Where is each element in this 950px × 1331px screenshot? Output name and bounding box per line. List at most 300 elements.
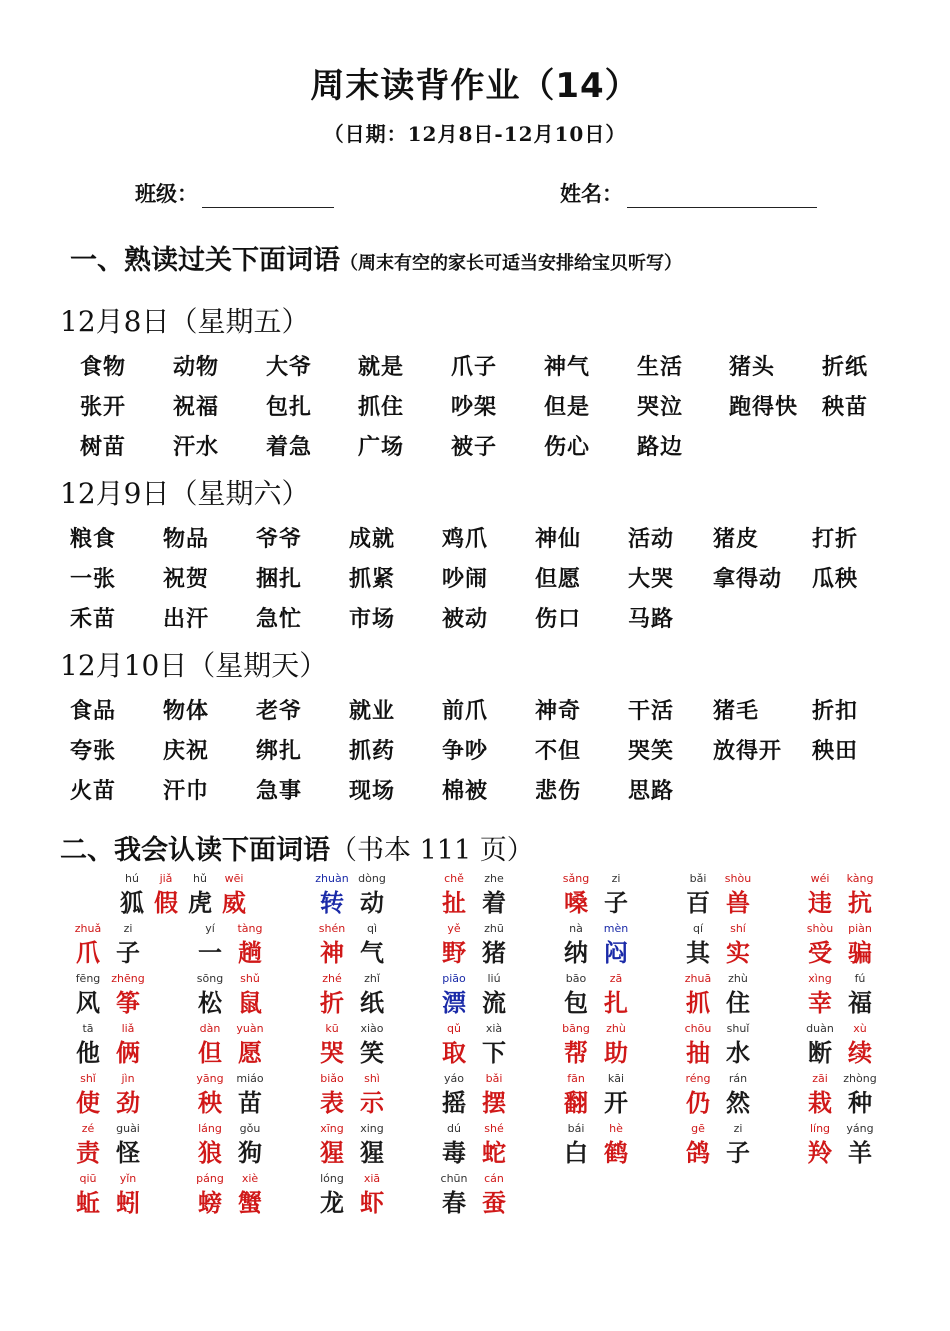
char-with-pinyin — [310, 872, 354, 920]
vocab-word: 猪皮 — [713, 526, 760, 552]
char-with-pinyin — [188, 1172, 232, 1220]
char-with-pinyin — [594, 922, 638, 970]
char-with-pinyin — [472, 1172, 516, 1220]
pinyin-label: zhé — [322, 972, 342, 985]
hanzi-char: 蚓 — [116, 1188, 140, 1217]
hanzi-char: 趟 — [238, 938, 262, 967]
vocab-word: 干活 — [628, 698, 675, 724]
char-with-pinyin — [310, 972, 354, 1020]
vocab-word: 绑扎 — [256, 738, 303, 764]
hanzi-char: 其 — [686, 938, 710, 967]
char-with-pinyin — [676, 972, 720, 1020]
hanzi-char: 违 — [808, 888, 832, 917]
section2-title: 二、我会认读下面词语 — [60, 835, 330, 866]
char-with-pinyin — [676, 1022, 720, 1070]
vocab-word: 猪毛 — [713, 698, 760, 724]
char-with-pinyin — [472, 872, 516, 920]
vocab-word: 秧苗 — [822, 394, 869, 420]
hanzi-char: 然 — [726, 1088, 750, 1117]
char-with-pinyin — [716, 872, 760, 920]
char-with-pinyin — [838, 972, 882, 1020]
pinyin-label: fēng — [75, 972, 101, 985]
vocab-word: 跑得快 — [729, 394, 799, 420]
hanzi-char: 蟹 — [238, 1188, 262, 1217]
pinyin-label: gē — [691, 1122, 705, 1135]
vocab-word: 食物 — [80, 354, 127, 380]
vocab-word: 伤口 — [535, 606, 582, 632]
char-with-pinyin — [212, 872, 256, 920]
char-with-pinyin — [594, 1072, 638, 1120]
hanzi-char: 翻 — [564, 1088, 588, 1117]
char-with-pinyin — [66, 972, 110, 1020]
char-with-pinyin — [798, 922, 842, 970]
char-with-pinyin — [188, 1072, 232, 1120]
vocab-word: 禾苗 — [70, 606, 117, 632]
pinyin-label: yě — [447, 922, 461, 935]
name-label: 姓名： — [560, 181, 623, 206]
pinyin-label: xiào — [360, 1022, 384, 1035]
char-with-pinyin — [106, 972, 150, 1020]
hanzi-char: 帮 — [564, 1038, 588, 1067]
char-with-pinyin — [228, 922, 272, 970]
pinyin-label: dàn — [199, 1022, 221, 1035]
hanzi-char: 一 — [198, 938, 222, 967]
hanzi-char: 秧 — [198, 1088, 222, 1117]
vocab-word: 不但 — [535, 738, 582, 764]
hanzi-char: 他 — [76, 1038, 100, 1067]
vocab-word: 前爪 — [442, 698, 489, 724]
char-with-pinyin — [228, 1072, 272, 1120]
hanzi-char: 示 — [360, 1088, 384, 1117]
pinyin-label: zhǐ — [364, 972, 380, 985]
vocab-word: 老爷 — [256, 698, 303, 724]
pinyin-label: zi — [733, 1122, 743, 1135]
char-with-pinyin — [554, 972, 598, 1020]
pinyin-label: yuàn — [236, 1022, 264, 1035]
char-with-pinyin — [798, 1022, 842, 1070]
char-with-pinyin — [716, 922, 760, 970]
hanzi-char: 助 — [604, 1038, 628, 1067]
char-with-pinyin — [432, 1072, 476, 1120]
hanzi-char: 风 — [76, 988, 100, 1017]
hanzi-char: 螃 — [198, 1188, 222, 1217]
vocab-word: 但愿 — [535, 566, 582, 592]
hanzi-char: 假 — [154, 888, 178, 917]
vocab-word: 食品 — [70, 698, 117, 724]
section2-heading — [60, 828, 534, 867]
char-with-pinyin — [66, 1072, 110, 1120]
pinyin-label: nà — [569, 922, 583, 935]
class-field — [135, 178, 334, 208]
pinyin-label: shǐ — [80, 1072, 96, 1085]
char-with-pinyin — [432, 1022, 476, 1070]
hanzi-char: 虎 — [188, 888, 212, 917]
pinyin-label: shòu — [724, 872, 752, 885]
vocab-word: 折纸 — [822, 354, 869, 380]
pinyin-label: lóng — [320, 1172, 344, 1185]
pinyin-label: kàng — [846, 872, 874, 885]
hanzi-char: 纸 — [360, 988, 384, 1017]
char-with-pinyin — [838, 922, 882, 970]
vocab-word: 祝福 — [173, 394, 220, 420]
pinyin-label: tā — [82, 1022, 94, 1035]
vocab-word: 动物 — [173, 354, 220, 380]
char-with-pinyin — [472, 972, 516, 1020]
pinyin-label: bǎi — [485, 1072, 503, 1085]
char-with-pinyin — [716, 972, 760, 1020]
vocab-word: 庆祝 — [163, 738, 210, 764]
vocab-word: 棉被 — [442, 778, 489, 804]
hanzi-char: 毒 — [442, 1138, 466, 1167]
char-with-pinyin — [554, 1122, 598, 1170]
vocab-word: 汗水 — [173, 434, 220, 460]
hanzi-char: 狗 — [238, 1138, 262, 1167]
vocab-word: 秧田 — [812, 738, 859, 764]
name-field — [560, 178, 817, 208]
hanzi-char: 哭 — [320, 1038, 344, 1067]
pinyin-label: shí — [730, 922, 746, 935]
pinyin-label: zhū — [484, 922, 504, 935]
char-with-pinyin — [432, 872, 476, 920]
hanzi-char: 愿 — [238, 1038, 262, 1067]
vocab-word: 抓紧 — [349, 566, 396, 592]
hanzi-char: 羚 — [808, 1138, 832, 1167]
vocab-word: 广场 — [358, 434, 405, 460]
hanzi-char: 爪 — [76, 938, 100, 967]
char-with-pinyin — [716, 1072, 760, 1120]
pinyin-label: xing — [360, 1122, 384, 1135]
pinyin-label: bāo — [565, 972, 587, 985]
vocab-word: 拿得动 — [713, 566, 783, 592]
pinyin-label: zā — [609, 972, 623, 985]
pinyin-label: chōu — [684, 1022, 712, 1035]
hanzi-char: 受 — [808, 938, 832, 967]
hanzi-char: 断 — [808, 1038, 832, 1067]
char-with-pinyin — [472, 1072, 516, 1120]
pinyin-label: shǔ — [240, 972, 260, 985]
pinyin-label: yáo — [444, 1072, 464, 1085]
char-with-pinyin — [554, 1072, 598, 1120]
pinyin-label: yí — [205, 922, 215, 935]
class-label: 班级： — [135, 181, 198, 206]
vocab-word: 打折 — [812, 526, 859, 552]
char-with-pinyin — [188, 922, 232, 970]
pinyin-label: qiū — [79, 1172, 97, 1185]
char-with-pinyin — [432, 1122, 476, 1170]
vocab-word: 折扣 — [812, 698, 859, 724]
vocab-word: 树苗 — [80, 434, 127, 460]
section1-note: （周末有空的家长可适当安排给宝贝听写） — [340, 253, 682, 274]
vocab-word: 市场 — [349, 606, 396, 632]
pinyin-label: cán — [484, 1172, 504, 1185]
section1-title: 一、熟读过关下面词语 — [70, 245, 340, 276]
pinyin-label: zhuàn — [315, 872, 349, 885]
hanzi-char: 鸽 — [686, 1138, 710, 1167]
hanzi-char: 子 — [116, 938, 140, 967]
vocab-word: 包扎 — [266, 394, 313, 420]
pinyin-label: miáo — [236, 1072, 264, 1085]
pinyin-label: qí — [692, 922, 704, 935]
char-with-pinyin — [350, 872, 394, 920]
char-with-pinyin — [310, 1072, 354, 1120]
char-with-pinyin — [838, 1022, 882, 1070]
hanzi-char: 抗 — [848, 888, 872, 917]
pinyin-label: zé — [81, 1122, 95, 1135]
vocab-word: 爷爷 — [256, 526, 303, 552]
section1-heading — [70, 238, 682, 277]
char-with-pinyin — [106, 1022, 150, 1070]
pinyin-label: jiǎ — [159, 872, 173, 885]
pinyin-label: bǎi — [689, 872, 707, 885]
hanzi-char: 摇 — [442, 1088, 466, 1117]
pinyin-label: gǒu — [239, 1122, 261, 1135]
hanzi-char: 折 — [320, 988, 344, 1017]
pinyin-label: shé — [484, 1122, 504, 1135]
char-with-pinyin — [676, 1072, 720, 1120]
hanzi-char: 开 — [604, 1088, 628, 1117]
vocab-word: 汗巾 — [163, 778, 210, 804]
name-blank-line[interactable] — [627, 183, 817, 208]
vocab-word: 就业 — [349, 698, 396, 724]
vocab-word: 物体 — [163, 698, 210, 724]
char-with-pinyin — [838, 1122, 882, 1170]
hanzi-char: 俩 — [116, 1038, 140, 1067]
hanzi-char: 嗓 — [564, 888, 588, 917]
hanzi-char: 扯 — [442, 888, 466, 917]
char-with-pinyin — [350, 1022, 394, 1070]
hanzi-char: 猪 — [482, 938, 506, 967]
char-with-pinyin — [432, 1172, 476, 1220]
hanzi-char: 抓 — [686, 988, 710, 1017]
pinyin-label: sǎng — [562, 872, 590, 885]
char-with-pinyin — [188, 1022, 232, 1070]
vocab-word: 生活 — [637, 354, 684, 380]
hanzi-char: 实 — [726, 938, 750, 967]
char-with-pinyin — [310, 922, 354, 970]
hanzi-char: 子 — [726, 1138, 750, 1167]
char-with-pinyin — [594, 1122, 638, 1170]
pinyin-label: páng — [196, 1172, 224, 1185]
pinyin-label: líng — [809, 1122, 831, 1135]
pinyin-label: liú — [487, 972, 501, 985]
vocab-word: 路边 — [637, 434, 684, 460]
char-with-pinyin — [838, 872, 882, 920]
section2-note: （书本 111 页） — [330, 835, 534, 866]
char-with-pinyin — [472, 1022, 516, 1070]
date-line: （日期：12月8日-12月10日） — [323, 122, 627, 146]
char-with-pinyin — [310, 1172, 354, 1220]
pinyin-label: mèn — [603, 922, 629, 935]
pinyin-label: bái — [567, 1122, 585, 1135]
hanzi-char: 猩 — [360, 1138, 384, 1167]
char-with-pinyin — [676, 872, 720, 920]
hanzi-char: 转 — [320, 888, 344, 917]
vocab-word: 伤心 — [544, 434, 591, 460]
hanzi-char: 虾 — [360, 1188, 384, 1217]
char-with-pinyin — [798, 1072, 842, 1120]
hanzi-char: 扎 — [604, 988, 628, 1017]
pinyin-label: qì — [366, 922, 378, 935]
pinyin-label: piàn — [848, 922, 872, 935]
char-with-pinyin — [228, 1172, 272, 1220]
day-label: 12月8日（星期五） — [60, 305, 310, 338]
vocab-word: 悲伤 — [535, 778, 582, 804]
pinyin-label: kū — [325, 1022, 339, 1035]
pinyin-label: biǎo — [320, 1072, 344, 1085]
hanzi-char: 龙 — [320, 1188, 344, 1217]
hanzi-char: 蚯 — [76, 1188, 100, 1217]
hanzi-char: 松 — [198, 988, 222, 1017]
hanzi-char: 责 — [76, 1138, 100, 1167]
hanzi-char: 仍 — [686, 1088, 710, 1117]
char-with-pinyin — [350, 972, 394, 1020]
pinyin-label: qǔ — [447, 1022, 461, 1035]
char-with-pinyin — [106, 1172, 150, 1220]
vocab-word: 哭笑 — [628, 738, 675, 764]
char-with-pinyin — [594, 872, 638, 920]
hanzi-char: 幸 — [808, 988, 832, 1017]
char-with-pinyin — [594, 1022, 638, 1070]
pinyin-label: yǐn — [119, 1172, 137, 1185]
pinyin-label: guài — [116, 1122, 140, 1135]
pinyin-label: shì — [364, 1072, 380, 1085]
vocab-word: 急忙 — [256, 606, 303, 632]
hanzi-char: 狼 — [198, 1138, 222, 1167]
pinyin-label: réng — [685, 1072, 711, 1085]
hanzi-char: 笑 — [360, 1038, 384, 1067]
vocab-word: 祝贺 — [163, 566, 210, 592]
pinyin-label: piāo — [442, 972, 466, 985]
pinyin-label: xīng — [320, 1122, 344, 1135]
vocab-word: 哭泣 — [637, 394, 684, 420]
day-label: 12月9日（星期六） — [60, 477, 310, 510]
hanzi-char: 威 — [222, 888, 246, 917]
char-with-pinyin — [66, 1122, 110, 1170]
hanzi-char: 抽 — [686, 1038, 710, 1067]
hanzi-char: 神 — [320, 938, 344, 967]
pinyin-label: duàn — [806, 1022, 834, 1035]
vocab-word: 被动 — [442, 606, 489, 632]
vocab-word: 神奇 — [535, 698, 582, 724]
hanzi-char: 表 — [320, 1088, 344, 1117]
vocab-word: 吵闹 — [442, 566, 489, 592]
char-with-pinyin — [554, 872, 598, 920]
pinyin-label: dòng — [358, 872, 386, 885]
char-with-pinyin — [798, 972, 842, 1020]
hanzi-char: 春 — [442, 1188, 466, 1217]
hanzi-char: 包 — [564, 988, 588, 1017]
hanzi-char: 闷 — [604, 938, 628, 967]
vocab-word: 活动 — [628, 526, 675, 552]
vocab-word: 出汗 — [163, 606, 210, 632]
vocab-word: 张开 — [80, 394, 127, 420]
hanzi-char: 鼠 — [238, 988, 262, 1017]
pinyin-label: fān — [567, 1072, 585, 1085]
vocab-word: 现场 — [349, 778, 396, 804]
char-with-pinyin — [188, 1122, 232, 1170]
hanzi-char: 鹤 — [604, 1138, 628, 1167]
hanzi-char: 百 — [686, 888, 710, 917]
char-with-pinyin — [432, 972, 476, 1020]
hanzi-char: 续 — [848, 1038, 872, 1067]
vocab-word: 粮食 — [70, 526, 117, 552]
vocab-word: 夸张 — [70, 738, 117, 764]
pinyin-label: liǎ — [121, 1022, 135, 1035]
hanzi-char: 但 — [198, 1038, 222, 1067]
hanzi-char: 狐 — [120, 888, 144, 917]
vocab-word: 捆扎 — [256, 566, 303, 592]
char-with-pinyin — [472, 1122, 516, 1170]
vocab-word: 争吵 — [442, 738, 489, 764]
pinyin-label: hú — [125, 872, 139, 885]
pinyin-label: wéi — [810, 872, 830, 885]
vocab-word: 但是 — [544, 394, 591, 420]
pinyin-label: zhù — [606, 1022, 626, 1035]
vocab-word: 吵架 — [451, 394, 498, 420]
char-with-pinyin — [228, 1022, 272, 1070]
pinyin-label: xù — [853, 1022, 867, 1035]
pinyin-label: fú — [854, 972, 866, 985]
char-with-pinyin — [310, 1022, 354, 1070]
vocab-word: 神仙 — [535, 526, 582, 552]
vocab-word: 抓药 — [349, 738, 396, 764]
class-blank-line[interactable] — [202, 183, 334, 208]
char-with-pinyin — [66, 1022, 110, 1070]
hanzi-char: 骗 — [848, 938, 872, 967]
hanzi-char: 摆 — [482, 1088, 506, 1117]
char-with-pinyin — [228, 1122, 272, 1170]
hanzi-char: 着 — [482, 888, 506, 917]
hanzi-char: 下 — [482, 1038, 506, 1067]
hanzi-char: 栽 — [808, 1088, 832, 1117]
char-with-pinyin — [554, 1022, 598, 1070]
char-with-pinyin — [594, 972, 638, 1020]
char-with-pinyin — [66, 1172, 110, 1220]
char-with-pinyin — [350, 1172, 394, 1220]
hanzi-char: 兽 — [726, 888, 750, 917]
char-with-pinyin — [106, 1122, 150, 1170]
vocab-word: 猪头 — [729, 354, 776, 380]
vocab-word: 就是 — [358, 354, 405, 380]
char-with-pinyin — [798, 1122, 842, 1170]
hanzi-char: 种 — [848, 1088, 872, 1117]
char-with-pinyin — [676, 1122, 720, 1170]
pinyin-label: zāi — [812, 1072, 828, 1085]
char-with-pinyin — [716, 1122, 760, 1170]
vocab-word: 放得开 — [713, 738, 783, 764]
pinyin-label: bāng — [562, 1022, 590, 1035]
hanzi-char: 漂 — [442, 988, 466, 1017]
vocab-word: 物品 — [163, 526, 210, 552]
hanzi-char: 野 — [442, 938, 466, 967]
vocab-word: 成就 — [349, 526, 396, 552]
pinyin-label: shòu — [806, 922, 834, 935]
pinyin-label: kāi — [607, 1072, 625, 1085]
char-with-pinyin — [676, 922, 720, 970]
char-with-pinyin — [66, 922, 110, 970]
hanzi-char: 水 — [726, 1038, 750, 1067]
hanzi-char: 流 — [482, 988, 506, 1017]
pinyin-label: xià — [485, 1022, 503, 1035]
pinyin-label: yáng — [846, 1122, 874, 1135]
vocab-word: 着急 — [266, 434, 313, 460]
vocab-word: 一张 — [70, 566, 117, 592]
char-with-pinyin — [350, 1072, 394, 1120]
pinyin-label: zhuǎ — [74, 922, 102, 935]
pinyin-label: xìng — [808, 972, 832, 985]
pinyin-label: jìn — [121, 1072, 135, 1085]
pinyin-label: wēi — [224, 872, 244, 885]
